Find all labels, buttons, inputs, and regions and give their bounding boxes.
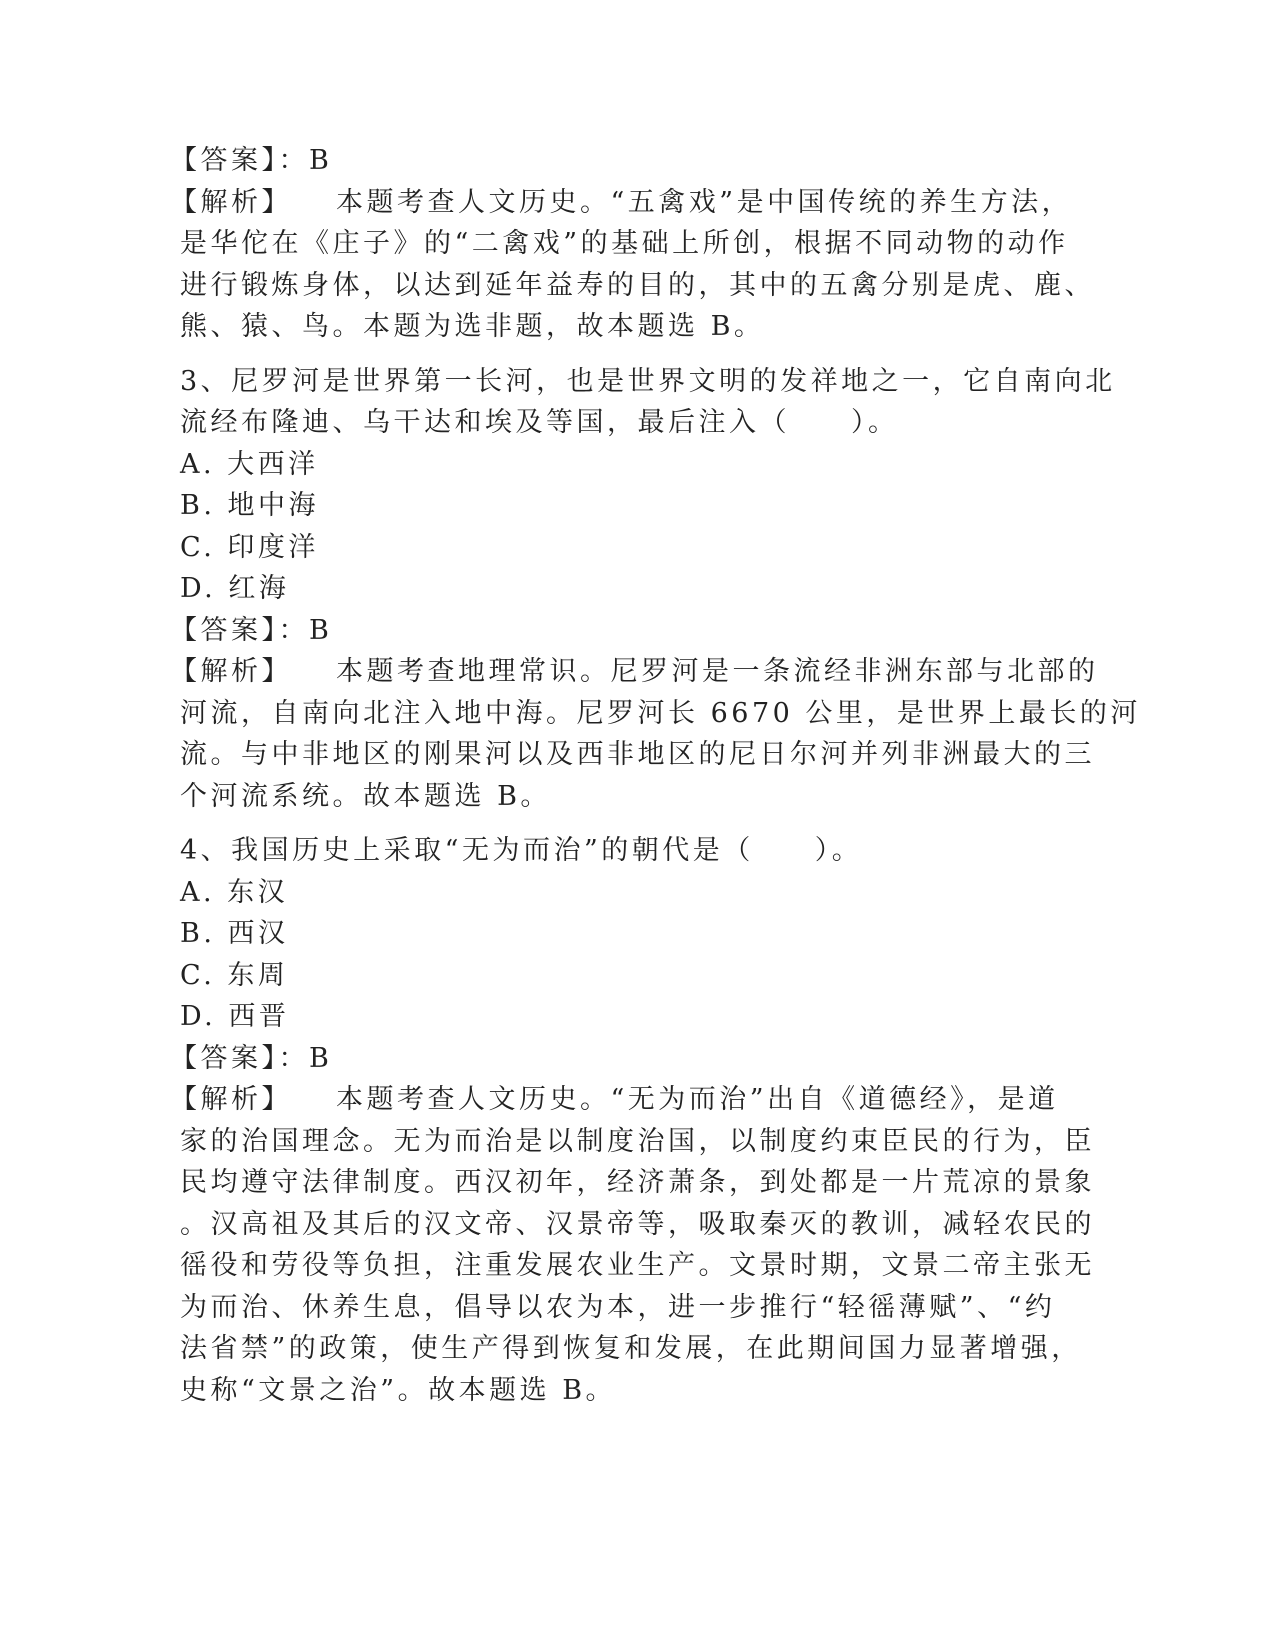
q3-option-a: A. 大西洋 [180,448,319,480]
q4-option-a: A. 东汉 [180,876,289,908]
answer-separator: ： [278,1042,309,1074]
q4-analysis-line-3: 民均遵守法律制度。西汉初年，经济萧条，到处都是一片荒凉的景象 [180,1167,1095,1198]
q2-analysis-line-2: 是华佗在《庄子》的“二禽戏”的基础上所创，根据不同动物的动作 [180,228,1069,259]
q4-option-b: B. 西汉 [180,918,289,949]
answer-separator: ： [278,145,309,176]
answer-label: 【答案】 [170,1042,279,1074]
answer-value: B [309,614,333,646]
q4-answer-line [170,1038,1030,1080]
q3-analysis-line-2: 河流，自南向北注入地中海。尼罗河长 6670 公里，是世界上最长的河 [180,697,1141,729]
analysis-text: 本题考查人文历史。“五禽戏”是中国传统的养生方法， [336,186,1073,218]
analysis-label: 【解析】 [170,186,292,218]
q4-analysis-line-7: 法省禁”的政策，使生产得到恢复和发展，在此期间国力显著增强， [180,1333,1082,1364]
analysis-label: 【解析】 [170,1084,292,1115]
q4-analysis-line-5: 徭役和劳役等负担，注重发展农业生产。文景时期，文景二帝主张无 [180,1250,1095,1281]
q4-analysis-line-4: 。汉高祖及其后的汉文帝、汉景帝等，吸取秦灭的教训，减轻农民的 [180,1208,1095,1240]
q2-analysis-line-1 [170,182,1073,224]
q3-option-c: C. 印度洋 [180,531,319,563]
q4-option-d: D. 西晋 [180,1001,290,1032]
q3-answer-line [170,610,1030,652]
q3-block [170,361,1141,818]
answer-value: B [309,145,333,176]
analysis-text: 本题考查人文历史。“无为而治”出自《道德经》，是道 [336,1084,1059,1115]
q4-analysis-line-8: 史称“文景之治”。故本题选 B。 [180,1374,617,1406]
document-page [170,140,1141,1411]
q2-analysis-line-4: 熊、猿、鸟。本题为选非题，故本题选 B。 [180,311,765,342]
q4-analysis-line-2: 家的治国理念。无为而治是以制度治国，以制度约束臣民的行为，臣 [180,1125,1095,1157]
q3-option-d: D. 红海 [180,573,290,604]
answer-separator: ： [278,614,309,646]
q4-analysis-line-1 [170,1079,1059,1121]
q3-analysis-line-1 [170,651,1099,693]
q3-analysis-line-4: 个河流系统。故本题选 B。 [180,780,551,812]
q3-option-b: B. 地中海 [180,490,320,521]
q4-analysis-line-6: 为而治、休养生息，倡导以农为本，进一步推行“轻徭薄赋”、“约 [180,1291,1056,1323]
q4-block [170,830,1095,1411]
q2-analysis-line-3: 进行锻炼身体，以达到延年益寿的目的，其中的五禽分别是虎、鹿、 [180,269,1095,301]
answer-value: B [309,1042,333,1074]
q2-answer-line [170,140,1030,182]
q4-option-c: C. 东周 [180,959,289,991]
analysis-text: 本题考查地理常识。尼罗河是一条流经非洲东部与北部的 [336,656,1099,687]
answer-label: 【答案】 [170,614,279,646]
analysis-label: 【解析】 [170,656,292,687]
q4-stem-line-1: 4、我国历史上采取“无为而治”的朝代是（ ）。 [180,835,863,866]
q3-stem-line-2: 流经布隆迪、乌干达和埃及等国，最后注入（ ）。 [180,407,899,438]
q2-answer-block [170,140,1095,348]
q3-analysis-line-3: 流。与中非地区的刚果河以及西非地区的尼日尔河并列非洲最大的三 [180,739,1095,770]
answer-label: 【答案】 [170,145,279,176]
q3-stem-line-1: 3、尼罗河是世界第一长河，也是世界文明的发祥地之一，它自南向北 [180,365,1116,397]
